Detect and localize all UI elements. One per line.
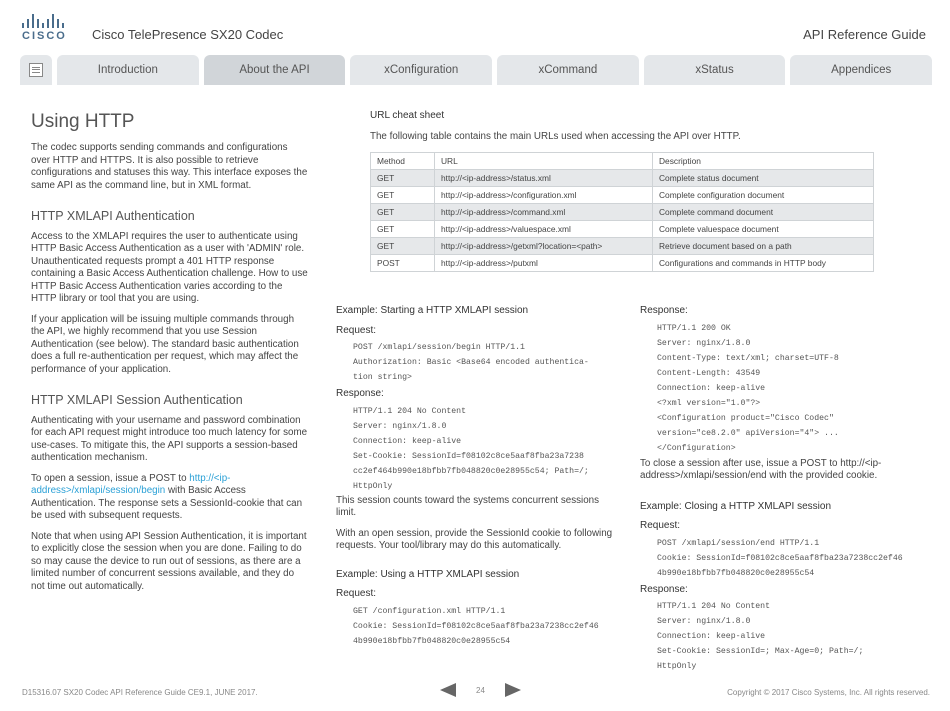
code-line: Cookie: SessionId=f08102c8ce5aaf8fba23a7238cc2ef46 bbox=[353, 621, 599, 631]
url-table bbox=[370, 152, 874, 272]
tab-about-the-api[interactable]: About the API bbox=[204, 55, 346, 85]
code-line: <?xml version="1.0"?> bbox=[657, 398, 761, 408]
session-begin-link[interactable]: http://<ip-address>/xmlapi/session/begin bbox=[31, 472, 231, 496]
code-line: HttpOnly bbox=[657, 662, 697, 671]
left-column bbox=[31, 111, 309, 601]
session-paragraph-3: Note that when using API Session Authentication, it is important to explicitly close the session when you are done. Failing to do so may cause the device to run out of sessions, as there are a limited number of concurrent sessions available, and they do not time out automatically. bbox=[31, 530, 307, 592]
auth-paragraph-1: Access to the XMLAPI requires the user to authenticate using HTTP Basic Access Authentication as a user with 'ADMIN' role. Unauthenticated requests prompt a 401 HTTP response containing a Basic Access Authentication challenge. How to use HTTP Basic Access Authentication varies according to the HTTP library or tool that you are using. bbox=[31, 230, 308, 304]
right-column bbox=[640, 305, 910, 675]
response-label: Response: bbox=[336, 388, 384, 399]
response-label: Response: bbox=[640, 583, 688, 595]
column-header: Method bbox=[371, 153, 435, 170]
intro-paragraph: The codec supports sending commands and configurations over HTTP and HTTPS. It is also possible to retrieve configurations and statuses this way. This interface exposes the same API as the command line, but in XML format. bbox=[31, 142, 308, 191]
previous-page-icon[interactable] bbox=[440, 683, 456, 697]
guide-title: API Reference Guide bbox=[803, 27, 926, 42]
code-line: POST /xmlapi/session/end HTTP/1.1 bbox=[657, 538, 820, 548]
code-line: Server: nginx/1.8.0 bbox=[657, 617, 751, 626]
table-row: GET http://<ip-address>/getxml?location=<path> Retrieve document based on a path bbox=[371, 238, 874, 255]
cheat-sheet-title: URL cheat sheet bbox=[370, 110, 445, 121]
code-line: HTTP/1.1 200 OK bbox=[657, 323, 731, 333]
example-closing-title: Example: Closing a HTTP XMLAPI session bbox=[640, 500, 832, 512]
example-start-title: Example: Starting a HTTP XMLAPI session bbox=[336, 305, 529, 316]
page-number: 24 bbox=[476, 685, 485, 695]
pager bbox=[440, 683, 521, 697]
nav-tabs bbox=[20, 55, 932, 85]
code-line: version="ce8.2.0" apiVersion="4"> ... bbox=[657, 428, 839, 438]
page-header bbox=[0, 0, 950, 52]
code-line: Content-Length: 43549 bbox=[657, 368, 761, 378]
footer-copyright: Copyright © 2017 Cisco Systems, Inc. All rights reserved. bbox=[727, 688, 930, 697]
tab-appendices[interactable]: Appendices bbox=[790, 55, 932, 85]
cisco-logo bbox=[22, 14, 66, 44]
code-line: HttpOnly bbox=[353, 481, 393, 491]
table-row: GET http://<ip-address>/command.xml Complete command document bbox=[371, 204, 874, 221]
request-label: Request: bbox=[336, 324, 377, 336]
table-row: POST http://<ip-address>/putxml Configurations and commands in HTTP body bbox=[371, 255, 874, 272]
table-row: GET http://<ip-address>/valuespace.xml Complete valuespace document bbox=[371, 221, 874, 238]
tab-xcommand[interactable]: xCommand bbox=[497, 55, 639, 85]
code-line: Connection: keep-alive bbox=[657, 632, 766, 641]
session-paragraph-2: To open a session, issue a POST to http://<ip-address>/xmlapi/session/begin with Basic Access Authentication. The response sets a SessionId-cookie that can be used with subsequent requests. bbox=[31, 472, 303, 521]
code-line: Authorization: Basic <Base64 encoded authentica- bbox=[353, 358, 589, 367]
table-row: GET http://<ip-address>/status.xml Complete status document bbox=[371, 170, 874, 187]
code-line: HTTP/1.1 204 No Content bbox=[657, 602, 771, 611]
doc-title: Cisco TelePresence SX20 Codec bbox=[92, 27, 284, 42]
response-label: Response: bbox=[640, 305, 688, 316]
next-page-icon[interactable] bbox=[505, 683, 521, 697]
session-cookie-paragraph: With an open session, provide the SessionId cookie to following requests. Your tool/library may do this automatically. bbox=[336, 527, 613, 551]
code-line: Set-Cookie: SessionId=f08102c8ce5aaf8fba23a7238 bbox=[353, 451, 584, 461]
auth-paragraph-2: If your application will be issuing multiple commands through the API, we highly recommend that you use Session Authentication (see below). The standard basic authentication does a full re-authentication per request, which may affect the performance of your application. bbox=[31, 313, 299, 375]
logo-text: CISCO bbox=[22, 30, 67, 42]
cheat-sheet-desc: The following table contains the main URLs used when accessing the API over HTTP. bbox=[370, 130, 741, 142]
code-line: GET /configuration.xml HTTP/1.1 bbox=[353, 606, 506, 616]
table-row: GET http://<ip-address>/configuration.xml Complete configuration document bbox=[371, 187, 874, 204]
session-limit-paragraph: This session counts toward the systems concurrent sessions limit. bbox=[336, 494, 599, 518]
code-line: Server: nginx/1.8.0 bbox=[657, 338, 751, 348]
code-line: 4b990e18bfbb7fb048820c0e28955c54 bbox=[353, 636, 511, 646]
cheat-sheet bbox=[370, 110, 880, 272]
code-line: </Configuration> bbox=[657, 443, 736, 453]
request-label: Request: bbox=[640, 520, 681, 531]
request-label: Request: bbox=[336, 588, 377, 599]
footer-doc-id: D15316.07 SX20 Codec API Reference Guide CE9.1, JUNE 2017. bbox=[22, 688, 258, 697]
code-line: cc2ef464b990e18bfbb7fb048820c0e28955c54; Path=/; bbox=[353, 466, 589, 476]
menu-icon bbox=[29, 63, 43, 77]
heading-auth: HTTP XMLAPI Authentication bbox=[31, 209, 195, 223]
code-line: tion string> bbox=[353, 373, 412, 382]
code-line: 4b990e18bfbb7fb048820c0e28955c54 bbox=[657, 568, 815, 578]
code-line: <Configuration product="Cisco Codec" bbox=[657, 413, 834, 423]
session-paragraph-1: Authenticating with your username and password combination for each API request might introduce too much latency for some use-cases. To mitigate this, the API supports a session-based authentication mechanism. bbox=[31, 414, 308, 463]
code-line: Server: nginx/1.8.0 bbox=[353, 421, 447, 431]
code-line: Content-Type: text/xml; charset=UTF-8 bbox=[657, 353, 839, 363]
table-header-row bbox=[371, 153, 874, 170]
code-line: HTTP/1.1 204 No Content bbox=[353, 406, 467, 416]
page-title: Using HTTP bbox=[31, 111, 135, 132]
heading-session: HTTP XMLAPI Session Authentication bbox=[31, 393, 243, 407]
code-line: POST /xmlapi/session/begin HTTP/1.1 bbox=[353, 343, 525, 352]
middle-column bbox=[336, 305, 616, 650]
code-line: Set-Cookie: SessionId=; Max-Age=0; Path=/; bbox=[657, 647, 864, 656]
tab-xstatus[interactable]: xStatus bbox=[644, 55, 786, 85]
code-line: Cookie: SessionId=f08102c8ce5aaf8fba23a7238cc2ef46 bbox=[657, 553, 903, 563]
tab-introduction[interactable]: Introduction bbox=[57, 55, 199, 85]
code-line: Connection: keep-alive bbox=[657, 383, 766, 393]
code-line: Connection: keep-alive bbox=[353, 436, 462, 446]
column-header: URL bbox=[435, 153, 653, 170]
close-session-paragraph: To close a session after use, issue a POST to http://<ip-address>/xmlapi/session/end with the provided cookie. bbox=[640, 457, 882, 481]
example-using-title: Example: Using a HTTP XMLAPI session bbox=[336, 568, 520, 580]
menu-button[interactable] bbox=[20, 55, 52, 85]
column-header: Description bbox=[653, 153, 874, 170]
tab-xconfiguration[interactable]: xConfiguration bbox=[350, 55, 492, 85]
